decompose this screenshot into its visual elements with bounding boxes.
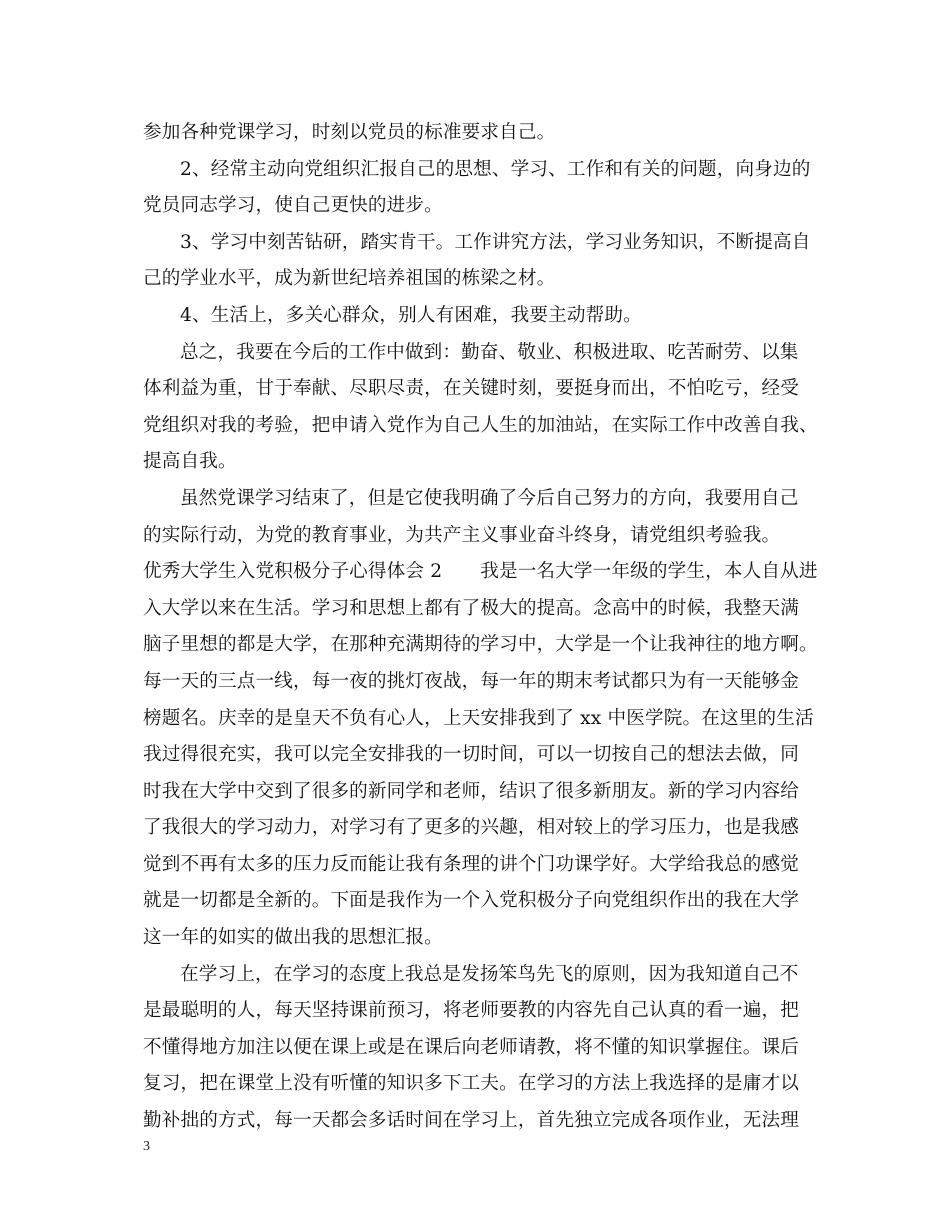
text-line: 脑子里想的都是大学，在那种充满期待的学习中，大学是一个让我神往的地方啊。 <box>143 634 818 656</box>
text-line: 就是一切都是全新的。下面是我作为一个入党积极分子向党组织作出的我在大学 <box>143 890 800 912</box>
section-heading-line <box>143 554 823 591</box>
text-line: 这一年的如实的做出我的思想汇报。 <box>143 927 443 949</box>
text-line: 的实际行动，为党的教育事业，为共产主义事业奋斗终身，请党组织考验我。 <box>143 524 781 546</box>
text-line: 复习，把在课堂上没有听懂的知识多下工夫。在学习的方法上我选择的是庸才以 <box>143 1073 800 1095</box>
text-line: 入大学以来在生活。学习和思想上都有了极大的提高。念高中的时候，我整天满 <box>143 597 800 619</box>
text-line: 我过得很充实，我可以完全安排我的一切时间，可以一切按自己的想法去做，同 <box>143 744 800 766</box>
text-line: 觉到不再有太多的压力反而能让我有条理的讲个门功课学好。大学给我总的感觉 <box>143 853 800 875</box>
page-number: 3 <box>143 1139 150 1154</box>
study-paragraph-start: 在学习上，在学习的态度上我总是发扬笨鸟先飞的原则，因为我知道自己不 <box>180 963 799 985</box>
list-item-4: 4、生活上，多关心群众，别人有困难，我要主动帮助。 <box>180 304 642 326</box>
text-line: 提高自我。 <box>143 451 237 473</box>
text-line: 体利益为重，甘于奉献、尽职尽责，在关键时刻，要挺身而出，不怕吃亏，经受 <box>143 378 800 400</box>
list-item-3: 3、学习中刻苦钻研，踏实肯干。工作讲究方法，学习业务知识，不断提高自 <box>180 231 811 253</box>
document-body <box>143 115 823 1140</box>
closing-paragraph-start: 虽然党课学习结束了，但是它使我明确了今后自己努力的方向，我要用自己 <box>180 487 799 509</box>
summary-paragraph-start: 总之，我要在今后的工作中做到：勤奋、敬业、积极进取、吃苦耐劳、以集 <box>180 341 799 363</box>
text-line: 勤补拙的方式，每一天都会多话时间在学习上，首先独立完成各项作业，无法理 <box>143 1110 800 1132</box>
text-line: 时我在大学中交到了很多的新同学和老师，结识了很多新朋友。新的学习内容给 <box>143 780 800 802</box>
list-item-2: 2、经常主动向党组织汇报自己的思想、学习、工作和有关的问题，向身边的 <box>180 158 811 180</box>
text-line: 每一天的三点一线，每一夜的挑灯夜战，每一年的期末考试都只为有一天能够金 <box>143 670 800 692</box>
text-line: 榜题名。庆幸的是皇天不负有心人，上天安排我到了 xx 中医学院。在这里的生活 <box>143 707 814 729</box>
text-line: 了我很大的学习动力，对学习有了更多的兴趣，相对较上的学习压力，也是我感 <box>143 817 800 839</box>
section-intro-text: 我是一名大学一年级的学生，本人自从进 <box>480 561 818 583</box>
text-line: 参加各种党课学习，时刻以党员的标准要求自己。 <box>143 122 556 143</box>
text-line: 己的学业水平，成为新世纪培养祖国的栋梁之材。 <box>143 268 556 290</box>
text-line: 不懂得地方加注以便在课上或是在课后向老师请教，将不懂的知识掌握住。课后 <box>143 1036 800 1058</box>
text-line: 党组织对我的考验，把申请入党作为自己人生的加油站，在实际工作中改善自我、 <box>143 414 818 436</box>
text-line: 是最聪明的人，每天坚持课前预习，将老师要教的内容先自己认真的看一遍，把 <box>143 1000 800 1022</box>
text-line: 党员同志学习，使自己更快的进步。 <box>143 195 443 217</box>
section-title: 优秀大学生入党积极分子心得体会 2 <box>143 561 443 583</box>
